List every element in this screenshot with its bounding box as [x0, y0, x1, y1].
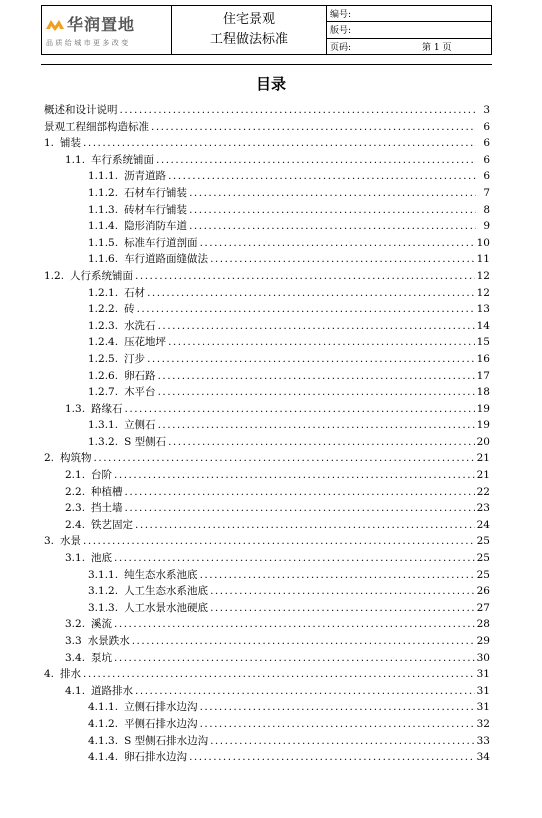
toc-entry-title: 排水	[60, 668, 82, 681]
toc-leader-dots	[125, 486, 475, 498]
version-row	[327, 22, 491, 38]
title-line-1: 住宅景观	[222, 12, 275, 27]
title-line-2: 工程做法标准	[209, 32, 288, 47]
toc-entry-page: 20	[476, 435, 490, 448]
toc-entry-title: 路缘石	[91, 402, 123, 415]
toc-entry-title: 隐形消防车道	[124, 220, 188, 233]
toc-entry[interactable]	[44, 450, 490, 467]
header-rule	[41, 64, 492, 65]
toc-entry[interactable]	[44, 185, 490, 202]
toc-entry-page: 3	[483, 104, 490, 116]
toc-entry-number: 4.1.2.	[88, 717, 119, 730]
toc-leader-dots	[135, 270, 475, 282]
toc-entry[interactable]	[44, 650, 490, 667]
toc-leader-dots	[210, 602, 475, 614]
toc-entry-page: 12	[476, 269, 490, 282]
toc-entry-title: 压花地坪	[124, 336, 167, 349]
logo	[46, 12, 171, 35]
toc-entry-title: 水景跌水	[87, 635, 130, 647]
toc-entry-number: 1.1.	[65, 153, 86, 166]
toc-entry-number: 1.2.3.	[88, 319, 119, 332]
toc-entry-title: 纯生态水系池底	[124, 568, 198, 581]
toc-entry-title: S 型侧石	[124, 435, 167, 448]
toc-entry[interactable]	[44, 583, 490, 600]
toc-entry-title: 石材	[124, 286, 146, 299]
toc-entry-page: 31	[476, 684, 490, 697]
toc-entry-number: 1.2.5.	[88, 352, 119, 365]
toc-leader-dots	[132, 635, 475, 647]
toc-entry-page: 8	[483, 203, 490, 216]
toc-entry-page: 9	[483, 220, 490, 233]
toc-entry-title: 溪流	[91, 618, 113, 631]
toc-entry-title: 车行道路面缝做法	[124, 253, 209, 266]
toc-entry-title: 石材车行铺装	[124, 186, 188, 199]
toc-entry-page: 19	[476, 419, 490, 432]
toc-entry-title: 人行系统铺面	[70, 269, 134, 282]
toc-entry-page: 23	[476, 502, 490, 515]
toc-entry[interactable]	[44, 235, 490, 252]
table-of-contents	[44, 102, 490, 766]
toc-entry-title: 泵坑	[91, 651, 113, 664]
toc-leader-dots	[147, 287, 475, 299]
toc-entry-title: 平侧石排水边沟	[124, 717, 198, 730]
toc-entry-number: 4.1.1.	[88, 701, 119, 714]
toc-entry[interactable]	[44, 384, 490, 401]
toc-entry[interactable]	[44, 633, 490, 650]
toc-entry-number: 1.3.2.	[88, 435, 119, 448]
toc-entry-title: 铁艺固定	[91, 518, 134, 531]
toc-leader-dots	[94, 452, 475, 464]
toc-entry-page: 28	[476, 618, 490, 631]
toc-leader-dots	[125, 502, 475, 514]
toc-entry[interactable]	[44, 417, 490, 434]
toc-leader-dots	[158, 419, 475, 431]
toc-leader-dots	[83, 668, 475, 680]
toc-entry-number: 1.2.	[44, 269, 65, 282]
toc-entry-page: 27	[476, 601, 490, 614]
toc-entry[interactable]	[44, 351, 490, 368]
toc-leader-dots	[156, 154, 476, 166]
toc-leader-dots	[189, 220, 476, 232]
toc-entry-number: 1.	[44, 137, 55, 150]
toc-entry-title: 人工生态水系池底	[124, 585, 209, 598]
toc-entry[interactable]	[44, 152, 490, 169]
toc-entry-page: 7	[483, 186, 490, 199]
toc-entry-title: 汀步	[124, 352, 146, 365]
logo-cell	[42, 6, 172, 54]
document-title	[172, 6, 327, 54]
toc-entry[interactable]	[44, 517, 490, 534]
toc-entry-page: 17	[476, 369, 490, 382]
toc-entry[interactable]	[44, 500, 490, 517]
toc-leader-dots	[210, 585, 475, 597]
page-label: 页码:	[330, 42, 352, 53]
toc-entry[interactable]	[44, 434, 490, 451]
toc-entry-page: 31	[476, 701, 490, 714]
toc-entry-title: 铺装	[60, 137, 82, 150]
toc-entry-number: 2.1.	[65, 469, 86, 482]
toc-entry-number: 1.2.4.	[88, 336, 119, 349]
page-number: 第 1 页	[422, 42, 452, 53]
toc-entry-number: 4.	[44, 668, 55, 681]
page-row	[327, 39, 491, 54]
toc-entry-page: 29	[476, 635, 490, 647]
toc-entry[interactable]	[44, 733, 490, 750]
toc-leader-dots	[200, 701, 475, 713]
toc-entry-number: 2.	[44, 452, 55, 465]
toc-entry-title: 池底	[91, 552, 113, 565]
toc-entry-title: 水洗石	[124, 319, 156, 332]
toc-entry-number: 3.1.2.	[88, 585, 119, 598]
toc-leader-dots	[158, 320, 475, 332]
toc-entry[interactable]	[44, 318, 490, 335]
toc-entry-number: 3.4.	[65, 651, 86, 664]
toc-entry[interactable]	[44, 135, 490, 152]
toc-entry[interactable]	[44, 567, 490, 584]
toc-entry-number: 1.2.7.	[88, 386, 119, 399]
toc-entry[interactable]	[44, 550, 490, 567]
toc-entry-title: 立侧石	[124, 419, 156, 432]
toc-entry-title: S 型侧石排水边沟	[124, 734, 209, 747]
toc-entry[interactable]	[44, 533, 490, 550]
toc-entry-page: 11	[476, 253, 490, 266]
toc-entry-title: 卵石排水边沟	[124, 751, 188, 764]
toc-entry-number: 1.2.2.	[88, 303, 119, 316]
toc-entry-title: 标准车行道剖面	[124, 236, 198, 249]
toc-leader-dots	[83, 535, 475, 547]
toc-entry-page: 12	[476, 286, 490, 299]
toc-entry-title: 卵石路	[124, 369, 156, 382]
toc-title: 目录	[255, 75, 286, 93]
toc-entry-number: 1.1.2.	[88, 186, 119, 199]
toc-entry[interactable]	[44, 699, 490, 716]
toc-entry-title: 车行系统铺面	[91, 153, 155, 166]
toc-leader-dots	[168, 436, 475, 448]
toc-entry-page: 6	[483, 153, 490, 166]
toc-entry[interactable]	[44, 301, 490, 318]
toc-entry[interactable]	[44, 102, 490, 119]
toc-entry-title: 景观工程细部构造标准	[44, 120, 149, 133]
toc-entry-number: 1.2.6.	[88, 369, 119, 382]
toc-entry-number: 4.1.	[65, 684, 86, 697]
toc-entry-page: 16	[476, 352, 490, 365]
toc-entry[interactable]	[44, 616, 490, 633]
toc-leader-dots	[168, 170, 476, 182]
toc-entry-title: 种植槽	[91, 485, 123, 498]
company-name: 华润置地	[67, 15, 136, 34]
toc-entry-number: 1.1.1.	[88, 170, 119, 183]
toc-entry-number: 1.2.1.	[88, 286, 119, 299]
toc-entry-page: 21	[476, 452, 490, 465]
toc-entry-page: 24	[476, 518, 490, 531]
toc-leader-dots	[120, 104, 477, 116]
toc-entry-page: 14	[476, 319, 490, 332]
toc-entry-title: 砖材车行铺装	[124, 203, 188, 216]
toc-entry-title: 立侧石排水边沟	[124, 701, 198, 714]
toc-entry-number: 1.1.3.	[88, 203, 119, 216]
toc-entry-number: 3.	[44, 535, 55, 548]
toc-entry-number: 1.1.6.	[88, 253, 119, 266]
document-header	[41, 5, 492, 55]
toc-entry[interactable]	[44, 716, 490, 733]
toc-entry-title: 构筑物	[60, 452, 92, 465]
toc-entry-page: 21	[476, 469, 490, 482]
code-label: 编号:	[330, 10, 352, 21]
toc-entry-title: 沥青道路	[124, 170, 167, 183]
toc-entry-page: 6	[483, 137, 490, 150]
toc-leader-dots	[114, 618, 475, 630]
toc-entry-number: 1.3.1.	[88, 419, 119, 432]
toc-entry[interactable]	[44, 334, 490, 351]
toc-leader-dots	[189, 187, 476, 199]
toc-entry-page: 22	[476, 485, 490, 498]
toc-entry-number: 3.1.3.	[88, 601, 119, 614]
toc-entry-page: 15	[476, 336, 490, 349]
toc-entry-number: 4.1.4.	[88, 751, 119, 764]
toc-entry-title: 人工水景水池硬底	[124, 601, 209, 614]
toc-entry[interactable]	[44, 749, 490, 766]
toc-leader-dots	[189, 204, 476, 216]
toc-entry-page: 25	[476, 552, 490, 565]
toc-entry-title: 道路排水	[91, 684, 134, 697]
toc-leader-dots	[200, 718, 475, 730]
toc-leader-dots	[158, 386, 475, 398]
toc-leader-dots	[83, 137, 476, 149]
toc-entry-number: 4.1.3.	[88, 734, 119, 747]
toc-leader-dots	[114, 469, 475, 481]
code-row	[327, 6, 491, 22]
toc-entry-page: 19	[476, 402, 490, 415]
toc-entry-number: 3.1.1.	[88, 568, 119, 581]
toc-entry-number: 2.3.	[65, 502, 86, 515]
toc-entry[interactable]	[44, 484, 490, 501]
toc-entry-title: 木平台	[124, 386, 156, 399]
toc-entry-title: 砖	[124, 303, 135, 316]
toc-entry[interactable]	[44, 218, 490, 235]
toc-leader-dots	[125, 403, 475, 415]
toc-entry-page: 31	[476, 668, 490, 681]
toc-leader-dots	[210, 253, 475, 265]
toc-entry-number: 3.1.	[65, 552, 86, 565]
toc-entry-page: 6	[483, 120, 490, 133]
toc-entry-page: 10	[476, 236, 490, 249]
toc-entry[interactable]	[44, 285, 490, 302]
toc-leader-dots	[147, 353, 475, 365]
toc-entry[interactable]	[44, 368, 490, 385]
toc-entry-number: 1.3.	[65, 402, 86, 415]
toc-leader-dots	[200, 569, 475, 581]
toc-entry-number: 1.1.4.	[88, 220, 119, 233]
toc-entry-title: 挡土墙	[91, 502, 123, 515]
toc-entry-page: 34	[476, 751, 490, 764]
toc-entry-page: 18	[476, 386, 490, 399]
toc-entry[interactable]	[44, 467, 490, 484]
toc-entry-title: 水景	[60, 535, 82, 548]
toc-leader-dots	[168, 336, 475, 348]
toc-entry-page: 30	[476, 651, 490, 664]
toc-entry-page: 32	[476, 717, 490, 730]
toc-entry[interactable]	[44, 202, 490, 219]
toc-leader-dots	[151, 121, 476, 133]
toc-entry-page: 26	[476, 585, 490, 598]
toc-entry-page: 25	[476, 535, 490, 548]
toc-entry[interactable]	[44, 268, 490, 285]
toc-leader-dots	[114, 552, 475, 564]
toc-entry[interactable]	[44, 168, 490, 185]
toc-entry-number: 3.3	[65, 635, 82, 647]
toc-entry-title: 台阶	[91, 469, 113, 482]
toc-leader-dots	[158, 370, 475, 382]
toc-entry-page: 6	[483, 170, 490, 183]
toc-entry[interactable]	[44, 600, 490, 617]
toc-entry-page: 33	[476, 734, 490, 747]
toc-entry[interactable]	[44, 666, 490, 683]
toc-leader-dots	[135, 685, 475, 697]
toc-entry[interactable]	[44, 401, 490, 418]
toc-entry-page: 25	[476, 568, 490, 581]
toc-entry[interactable]	[44, 683, 490, 700]
toc-entry[interactable]	[44, 251, 490, 268]
toc-entry-number: 3.2.	[65, 618, 86, 631]
company-logo-icon	[46, 17, 64, 31]
toc-leader-dots	[210, 735, 475, 747]
toc-entry-number: 1.1.5.	[88, 236, 119, 249]
version-label: 版号:	[330, 26, 352, 37]
document-meta	[327, 6, 491, 54]
toc-entry-number: 2.4.	[65, 518, 86, 531]
toc-entry-page: 13	[476, 303, 490, 316]
toc-leader-dots	[200, 237, 475, 249]
toc-leader-dots	[137, 303, 475, 315]
toc-leader-dots	[135, 519, 475, 531]
toc-entry-number: 2.2.	[65, 485, 86, 498]
toc-entry[interactable]	[44, 119, 490, 136]
toc-leader-dots	[189, 751, 475, 763]
company-slogan: 品质给城市更多改变	[46, 39, 131, 47]
toc-entry-title: 概述和设计说明	[44, 104, 118, 116]
toc-leader-dots	[114, 652, 475, 664]
